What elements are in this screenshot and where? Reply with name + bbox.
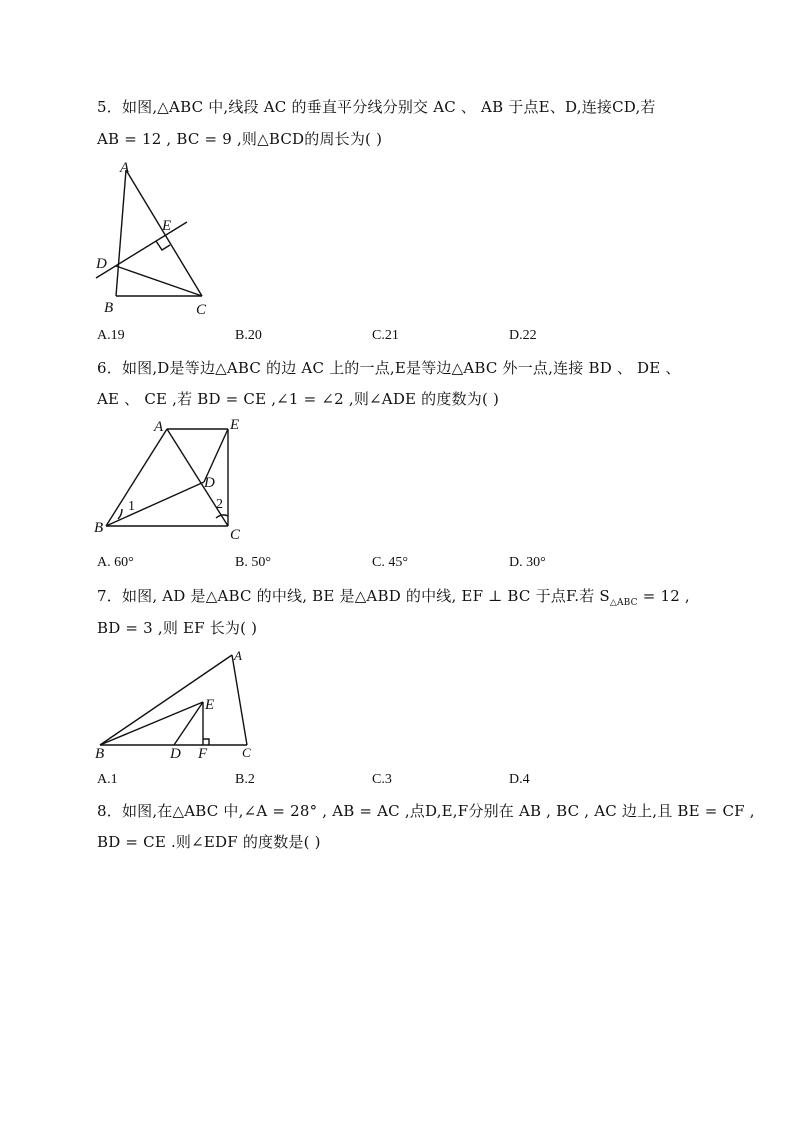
q7-subscript: △ABC [609,598,638,608]
q7-choice-d[interactable]: D.4 [509,772,530,787]
q5-label-e: E [162,218,172,234]
q5-choice-c[interactable]: C.21 [372,328,399,343]
q6-label-b: B [94,520,104,536]
q6-label-c: C [230,527,241,543]
q6-text-line1: 6．如图,D是等边△ABC 的边 AC 上的一点,E是等边△ABC 外一点,连接 BD 、 DE 、 [97,359,681,377]
q6-label-d: D [204,475,215,491]
q8-text-line1: 8．如图,在△ABC 中,∠A = 28° , AB = AC ,点D,E,F分别在 AB , BC , AC 边上,且 BE = CF , [97,802,755,820]
q5-figure [92,158,212,318]
q5-label-c: C [196,302,207,318]
q7-choice-c[interactable]: C.3 [372,772,392,787]
q6-label-e: E [230,417,240,433]
q7-label-e: E [205,697,215,713]
q5-choice-d[interactable]: D.22 [509,328,537,343]
q6-choice-a[interactable]: A. 60° [97,555,134,570]
q6-angle-1: 1 [128,499,135,514]
q6-choice-c[interactable]: C. 45° [372,555,408,570]
q5-label-b: B [104,300,114,316]
q7-text-line2: BD = 3 ,则 EF 长为( ) [97,619,258,637]
q5-text-line2: AB = 12 , BC = 9 ,则△BCD的周长为( ) [97,130,383,148]
q6-figure [92,415,252,543]
q5-choice-a[interactable]: A.19 [97,328,125,343]
q8-text-line2: BD = CE .则∠EDF 的度数是( ) [97,833,321,851]
q7-choice-a[interactable]: A.1 [97,772,118,787]
q6-angle-2: 2 [216,497,223,512]
q7-choice-b[interactable]: B.2 [235,772,255,787]
q5-text-line1: 5．如图,△ABC 中,线段 AC 的垂直平分线分别交 AC 、 AB 于点E、D,连接CD,若 [97,98,656,116]
q7-text-line1-end: = 12 , [637,587,690,605]
q7-text-line1 [97,585,690,608]
q6-label-a: A [154,419,164,435]
q6-text-line2: AE 、 CE ,若 BD = CE ,∠1 = ∠2 ,则∠ADE 的度数为( ) [97,390,500,408]
q7-figure [92,645,262,760]
q6-choice-d[interactable]: D. 30° [509,555,546,570]
q7-label-b: B [95,746,105,762]
q7-text-line1-main: 7．如图, AD 是△ABC 的中线, BE 是△ABD 的中线, EF ⊥ BC 于点F.若 S [97,587,610,605]
q7-label-a: A [234,648,242,663]
q5-label-d: D [96,256,107,272]
q7-label-f: F [198,746,208,762]
q7-label-d: D [170,746,181,762]
q6-choice-b[interactable]: B. 50° [235,555,271,570]
q5-choice-b[interactable]: B.20 [235,328,262,343]
q5-label-a: A [120,160,130,176]
q7-label-c: C [242,745,251,760]
